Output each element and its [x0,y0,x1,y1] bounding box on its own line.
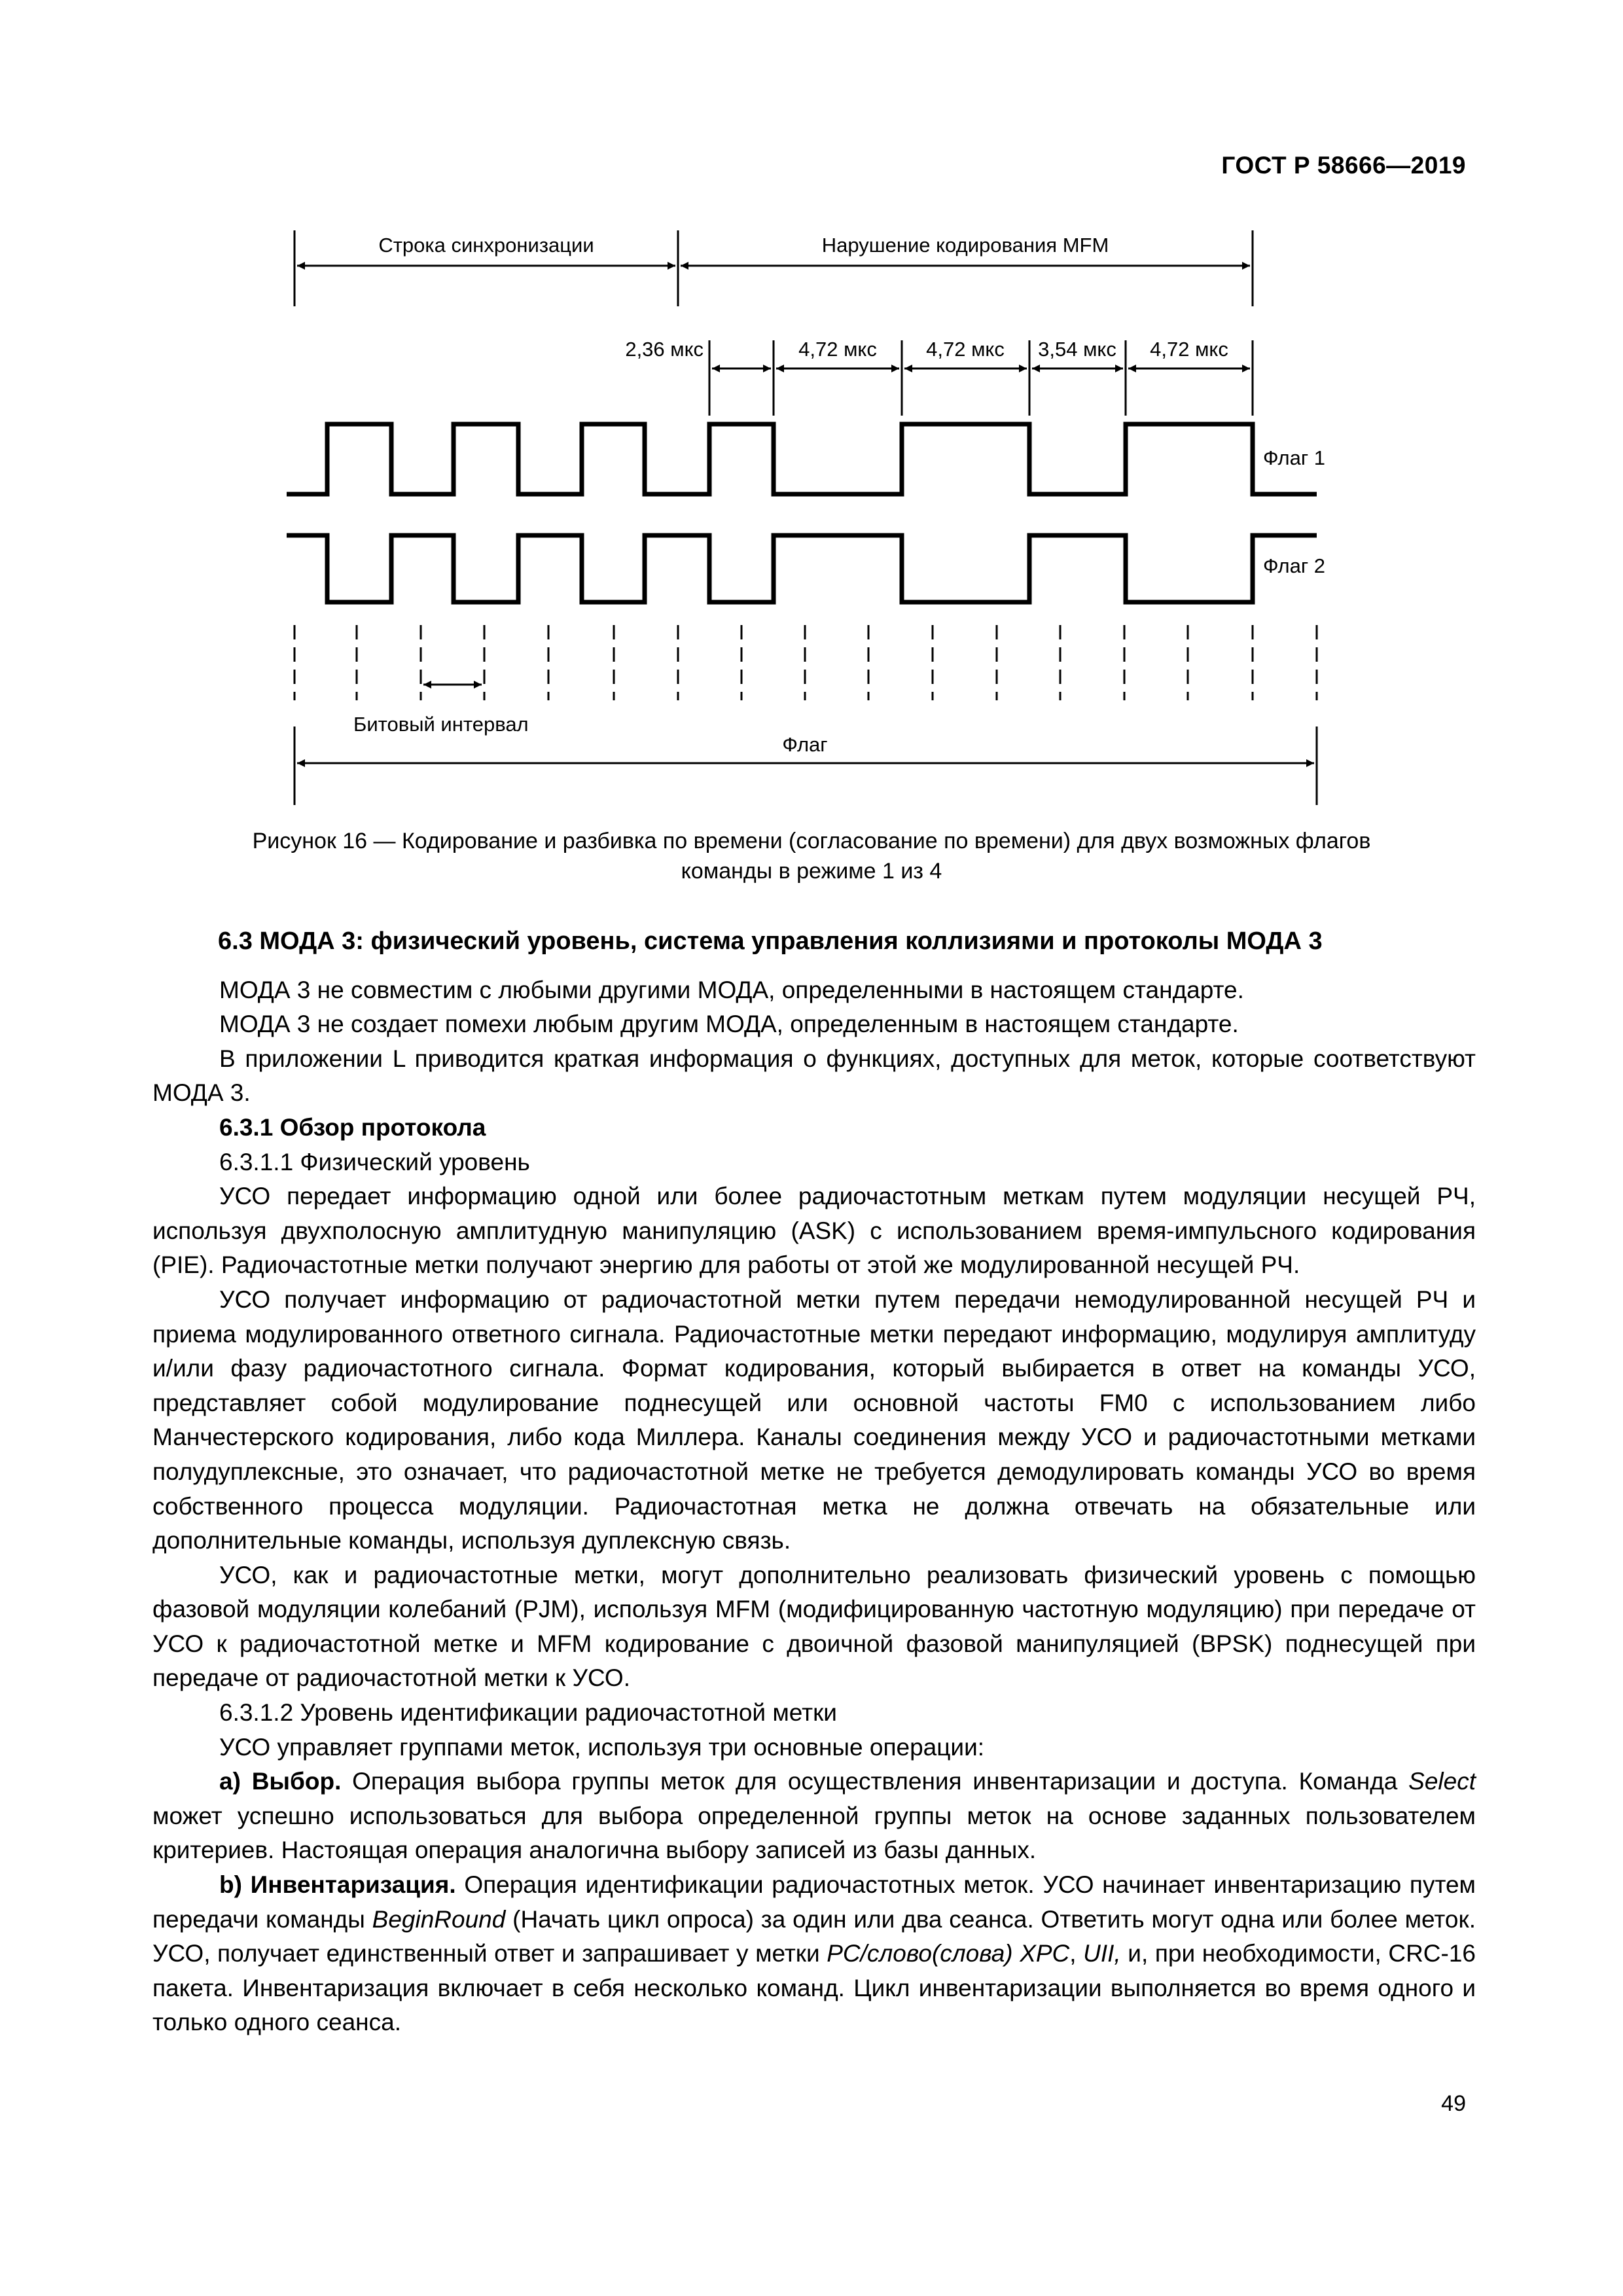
timing-label: 4,72 мкс [926,338,1005,361]
timing-label: 4,72 мкс [1150,338,1228,361]
list-item-text: (Начать цикл опроса) за один или два сеанса. Ответить могут одна или более меток. УСО, получает единственный ответ и запрашивает у метки [152,1905,1476,1967]
list-item-b [152,1868,1476,2040]
command-name: BeginRound [372,1905,506,1933]
timing-diagram [0,0,1623,825]
sync-label: Строка синхронизации [378,234,594,257]
paragraph: УСО передает информацию одной или более радиочастотным меткам путем модуляции несущей РЧ, используя двухполосную амплитудную манипуляцию (ASK) с использованием время-импульсного кодирования (PIE). Радиочастотные метки получают энергию для работы от этой же модулированной несущей РЧ. [152,1183,1476,1279]
paragraph: В приложении L приводится краткая информация о функциях, доступных для меток, которые соответствуют МОДА 3. [152,1045,1476,1107]
timing-label: 4,72 мкс [798,338,877,361]
list-item-label: а) Выбор. [219,1768,342,1795]
flag1-label: Флаг 1 [1263,446,1326,469]
timing-label: 3,54 мкс [1038,338,1116,361]
figure-caption [164,826,1459,886]
paragraph: МОДА 3 не создает помехи любым другим МОДА, определенным в настоящем стандарте. [219,1011,1239,1038]
subsubsection-heading: 6.3.1.1 Физический уровень [219,1148,530,1175]
paragraph: УСО управляет группами меток, используя три основные операции: [219,1733,985,1761]
section-heading: 6.3 МОДА 3: физический уровень, система управления коллизиями и протоколы МОДА 3 [218,927,1323,955]
caption-line: команды в режиме 1 из 4 [681,859,942,884]
mfm-label: Нарушение кодирования MFM [821,234,1109,257]
subsubsection-heading: 6.3.1.2 Уровень идентификации радиочастотной метки [219,1699,837,1727]
flag2-waveform [287,535,1317,602]
paragraph: УСО, как и радиочастотные метки, могут дополнительно реализовать физический уровень с помощью фазовой модуляции колебаний (PJM), используя MFM (модифицированную частотную модуляцию) при передаче от УСО к радиочастотной метке и MFM кодирование с двоичной фазовой манипуляцией (BPSK) поднесущей при передаче от радиочастотной метки к УСО. [152,1561,1476,1692]
flag-label: Флаг [782,733,828,756]
term: UII, [1083,1940,1121,1967]
command-name: Select [1408,1768,1476,1795]
list-item-text: , [1069,1940,1084,1967]
list-item-a [152,1765,1476,1868]
list-item-text: может успешно использоваться для выбора определенной группы меток на основе заданных пользователем критериев. Настоящая операция аналогична выбору записей из базы данных. [152,1802,1476,1864]
term: PC/слово(слова) XPC [827,1940,1070,1967]
list-item-label: b) Инвентаризация. [219,1871,456,1899]
subsection-heading: 6.3.1 Обзор протокола [219,1113,486,1141]
paragraph: МОДА 3 не совместим с любыми другими МОДА, определенными в настоящем стандарте. [219,976,1244,1003]
page-number: 49 [1441,2091,1466,2116]
caption-line: Рисунок 16 — Кодирование и разбивка по времени (согласование по времени) для двух возможных флагов [252,829,1371,853]
flag1-waveform [287,424,1317,494]
bit-interval-label: Битовый интервал [353,713,529,736]
list-item-text: Операция идентификации радиочастотных меток. УСО начинает инвентаризацию путем передачи команды [152,1871,1476,1933]
document-header: ГОСТ Р 58666—2019 [1221,152,1466,179]
list-item-text: и, при необходимости, CRC-16 пакета. Инвентаризация включает в себя несколько команд. Цикл инвентаризации выполняется во время одного и только одного сеанса. [152,1940,1476,2036]
body-text [152,924,1476,2040]
paragraph: УСО получает информацию от радиочастотной метки путем передачи немодулированной несущей РЧ и приема модулированного ответного сигнала. Радиочастотные метки передают информацию, модулируя амплитуду и/или фазу радиочастотного сигнала. Формат кодирования, который выбирается в ответ на команды УСО, представляет собой модулирование поднесущей или основной частоты FM0 с использованием либо Манчестерского кодирования, либо кода Миллера. Каналы соединения между УСО и радиочастотными метками полудуплексные, это означает, что радиочастотной метке не требуется демодулировать команды УСО во время собственного процесса модуляции. Радиочастотная метка не должна отвечать на обязательные или дополнительные команды, используя дуплексную связь. [152,1285,1476,1554]
flag2-label: Флаг 2 [1263,554,1326,577]
list-item-text: Операция выбора группы меток для осуществления инвентаризации и доступа. Команда [341,1768,1409,1795]
timing-label: 2,36 мкс [625,338,704,361]
